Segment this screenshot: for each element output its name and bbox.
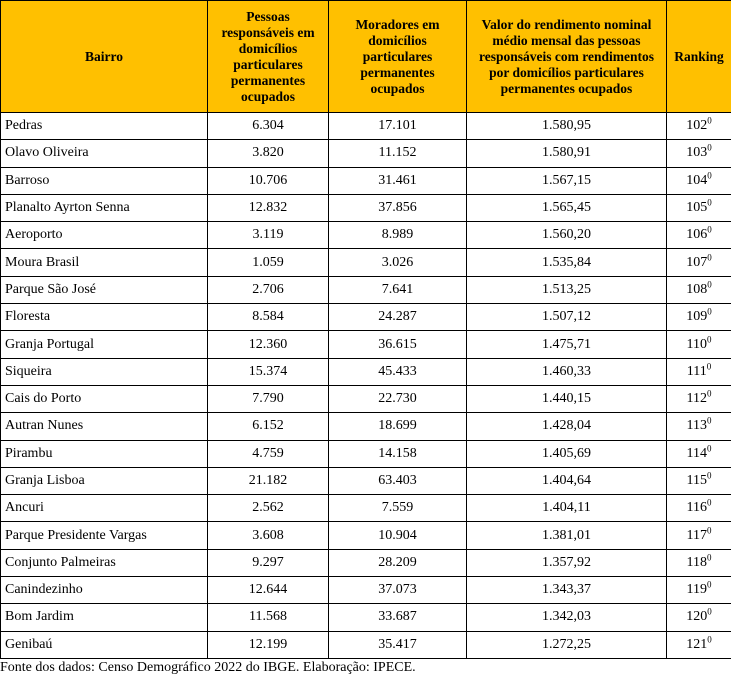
header-pessoas: Pessoas responsáveis em domicílios particulares permanentes ocupados <box>208 1 329 113</box>
cell-moradores: 17.101 <box>329 113 467 140</box>
table-row <box>1 358 731 385</box>
cell-rendimento: 1.567,15 <box>467 167 667 194</box>
cell-pessoas: 11.568 <box>208 604 329 631</box>
cell-moradores: 24.287 <box>329 304 467 331</box>
ranking-value: 120 <box>686 609 708 625</box>
cell-bairro: Granja Lisboa <box>1 467 208 494</box>
ranking-value: 106 <box>686 227 708 243</box>
ranking-value: 119 <box>686 582 707 598</box>
table-row <box>1 440 731 467</box>
ranking-superscript: 0 <box>707 306 712 317</box>
cell-moradores: 28.209 <box>329 549 467 576</box>
cell-moradores: 37.073 <box>329 577 467 604</box>
cell-rendimento: 1.404,64 <box>467 467 667 494</box>
cell-ranking <box>667 440 731 467</box>
ranking-superscript: 0 <box>706 388 712 399</box>
cell-bairro: Granja Portugal <box>1 331 208 358</box>
cell-moradores: 36.615 <box>329 331 467 358</box>
table-row <box>1 331 731 358</box>
cell-moradores: 22.730 <box>329 385 467 412</box>
table-row <box>1 549 731 576</box>
ranking-value: 110 <box>686 336 707 352</box>
ranking-superscript: 0 <box>706 524 712 535</box>
cell-ranking <box>667 549 731 576</box>
cell-pessoas: 7.790 <box>208 385 329 412</box>
cell-rendimento: 1.513,25 <box>467 276 667 303</box>
cell-ranking <box>667 495 731 522</box>
cell-moradores: 33.687 <box>329 604 467 631</box>
ranking-superscript: 0 <box>707 634 712 645</box>
ranking-superscript: 0 <box>706 552 712 563</box>
cell-bairro: Siqueira <box>1 358 208 385</box>
cell-rendimento: 1.475,71 <box>467 331 667 358</box>
table-row <box>1 385 731 412</box>
cell-pessoas: 3.119 <box>208 222 329 249</box>
cell-ranking <box>667 249 731 276</box>
ranking-value: 112 <box>686 391 707 407</box>
cell-rendimento: 1.535,84 <box>467 249 667 276</box>
cell-moradores: 14.158 <box>329 440 467 467</box>
cell-bairro: Floresta <box>1 304 208 331</box>
header-rendimento: Valor do rendimento nominal médio mensal das pessoas responsáveis com rendimentos por domicílios particulares permanentes ocupados <box>467 1 667 113</box>
cell-moradores: 11.152 <box>329 140 467 167</box>
cell-rendimento: 1.342,03 <box>467 604 667 631</box>
cell-moradores: 8.989 <box>329 222 467 249</box>
cell-bairro: Cais do Porto <box>1 385 208 412</box>
cell-moradores: 7.559 <box>329 495 467 522</box>
cell-ranking <box>667 604 731 631</box>
cell-bairro: Barroso <box>1 167 208 194</box>
cell-bairro: Moura Brasil <box>1 249 208 276</box>
ranking-value: 109 <box>686 309 708 325</box>
cell-pessoas: 1.059 <box>208 249 329 276</box>
cell-bairro: Aeroporto <box>1 222 208 249</box>
table-row <box>1 495 731 522</box>
ranking-superscript: 0 <box>707 170 712 181</box>
cell-bairro: Ancuri <box>1 495 208 522</box>
cell-moradores: 45.433 <box>329 358 467 385</box>
cell-bairro: Olavo Oliveira <box>1 140 208 167</box>
cell-ranking <box>667 631 731 658</box>
ranking-value: 111 <box>686 363 707 379</box>
cell-ranking <box>667 194 731 221</box>
ranking-value: 102 <box>686 118 708 134</box>
cell-pessoas: 4.759 <box>208 440 329 467</box>
ranking-superscript: 0 <box>706 415 712 426</box>
cell-moradores: 10.904 <box>329 522 467 549</box>
cell-pessoas: 21.182 <box>208 467 329 494</box>
ranking-value: 113 <box>686 418 707 434</box>
cell-ranking <box>667 331 731 358</box>
cell-pessoas: 2.706 <box>208 276 329 303</box>
table-row <box>1 522 731 549</box>
cell-rendimento: 1.405,69 <box>467 440 667 467</box>
ranking-value: 115 <box>686 473 707 488</box>
cell-pessoas: 10.706 <box>208 167 329 194</box>
cell-ranking <box>667 222 731 249</box>
cell-ranking <box>667 113 731 140</box>
cell-moradores: 31.461 <box>329 167 467 194</box>
cell-rendimento: 1.507,12 <box>467 304 667 331</box>
cell-bairro: Canindezinho <box>1 577 208 604</box>
ranking-value: 105 <box>686 200 708 216</box>
cell-pessoas: 2.562 <box>208 495 329 522</box>
table-row <box>1 222 731 249</box>
ranking-superscript: 0 <box>706 579 712 590</box>
table-row <box>1 140 731 167</box>
ranking-value: 121 <box>686 636 708 652</box>
ranking-value: 104 <box>686 172 708 188</box>
cell-rendimento: 1.343,37 <box>467 577 667 604</box>
cell-pessoas: 15.374 <box>208 358 329 385</box>
table-row <box>1 631 731 658</box>
cell-rendimento: 1.460,33 <box>467 358 667 385</box>
cell-moradores: 63.403 <box>329 467 467 494</box>
ranking-superscript: 0 <box>706 470 712 481</box>
cell-rendimento: 1.565,45 <box>467 194 667 221</box>
cell-pessoas: 3.820 <box>208 140 329 167</box>
table-row <box>1 194 731 221</box>
cell-rendimento: 1.404,11 <box>467 495 667 522</box>
cell-moradores: 35.417 <box>329 631 467 658</box>
cell-bairro: Parque Presidente Vargas <box>1 522 208 549</box>
ranking-value: 107 <box>686 254 708 270</box>
ranking-superscript: 0 <box>707 279 712 290</box>
table-row <box>1 113 731 140</box>
ranking-superscript: 0 <box>706 443 712 454</box>
cell-ranking <box>667 467 731 494</box>
cell-rendimento: 1.580,91 <box>467 140 667 167</box>
ranking-superscript: 0 <box>706 333 712 344</box>
ranking-superscript: 0 <box>707 197 712 208</box>
ranking-value: 118 <box>686 554 707 570</box>
cell-bairro: Autran Nunes <box>1 413 208 440</box>
cell-bairro: Pirambu <box>1 440 208 467</box>
table-row <box>1 167 731 194</box>
cell-bairro: Genibaú <box>1 631 208 658</box>
ranking-value: 117 <box>686 527 707 543</box>
table-row <box>1 604 731 631</box>
ranking-superscript: 0 <box>706 497 712 508</box>
cell-rendimento: 1.580,95 <box>467 113 667 140</box>
cell-pessoas: 12.199 <box>208 631 329 658</box>
cell-bairro: Planalto Ayrton Senna <box>1 194 208 221</box>
cell-rendimento: 1.357,92 <box>467 549 667 576</box>
cell-ranking <box>667 358 731 385</box>
table-body <box>1 113 731 659</box>
source-footnote: Fonte dos dados: Censo Demográfico 2022 do IBGE. Elaboração: IPECE. <box>0 660 416 675</box>
cell-pessoas: 3.608 <box>208 522 329 549</box>
cell-ranking <box>667 167 731 194</box>
cell-pessoas: 6.152 <box>208 413 329 440</box>
cell-rendimento: 1.381,01 <box>467 522 667 549</box>
table-row <box>1 249 731 276</box>
cell-ranking <box>667 385 731 412</box>
ranking-superscript: 0 <box>707 606 712 617</box>
cell-ranking <box>667 522 731 549</box>
ranking-value: 103 <box>686 145 708 161</box>
cell-pessoas: 12.644 <box>208 577 329 604</box>
table-header-row <box>1 1 731 113</box>
cell-bairro: Conjunto Palmeiras <box>1 549 208 576</box>
header-moradores: Moradores em domicílios particulares permanentes ocupados <box>329 1 467 113</box>
cell-moradores: 37.856 <box>329 194 467 221</box>
ranking-superscript: 0 <box>706 361 712 372</box>
header-ranking: Ranking <box>667 1 731 113</box>
cell-ranking <box>667 140 731 167</box>
cell-ranking <box>667 276 731 303</box>
cell-pessoas: 8.584 <box>208 304 329 331</box>
ranking-superscript: 0 <box>707 142 712 153</box>
table-row <box>1 276 731 303</box>
table-row <box>1 577 731 604</box>
cell-pessoas: 6.304 <box>208 113 329 140</box>
cell-rendimento: 1.272,25 <box>467 631 667 658</box>
cell-moradores: 3.026 <box>329 249 467 276</box>
ranking-value: 114 <box>686 445 707 461</box>
table-row <box>1 413 731 440</box>
cell-rendimento: 1.560,20 <box>467 222 667 249</box>
cell-ranking <box>667 413 731 440</box>
cell-pessoas: 12.360 <box>208 331 329 358</box>
header-bairro: Bairro <box>1 1 208 113</box>
table-row <box>1 467 731 494</box>
ranking-value: 116 <box>686 500 707 516</box>
ranking-value: 108 <box>686 281 708 297</box>
cell-bairro: Parque São José <box>1 276 208 303</box>
cell-moradores: 7.641 <box>329 276 467 303</box>
ranking-superscript: 0 <box>707 224 712 235</box>
cell-bairro: Pedras <box>1 113 208 140</box>
cell-bairro: Bom Jardim <box>1 604 208 631</box>
cell-pessoas: 9.297 <box>208 549 329 576</box>
cell-moradores: 18.699 <box>329 413 467 440</box>
cell-pessoas: 12.832 <box>208 194 329 221</box>
ranking-superscript: 0 <box>707 251 712 262</box>
cell-ranking <box>667 304 731 331</box>
cell-rendimento: 1.428,04 <box>467 413 667 440</box>
cell-ranking <box>667 577 731 604</box>
cell-rendimento: 1.440,15 <box>467 385 667 412</box>
ranking-superscript: 0 <box>707 115 712 126</box>
table-row <box>1 304 731 331</box>
